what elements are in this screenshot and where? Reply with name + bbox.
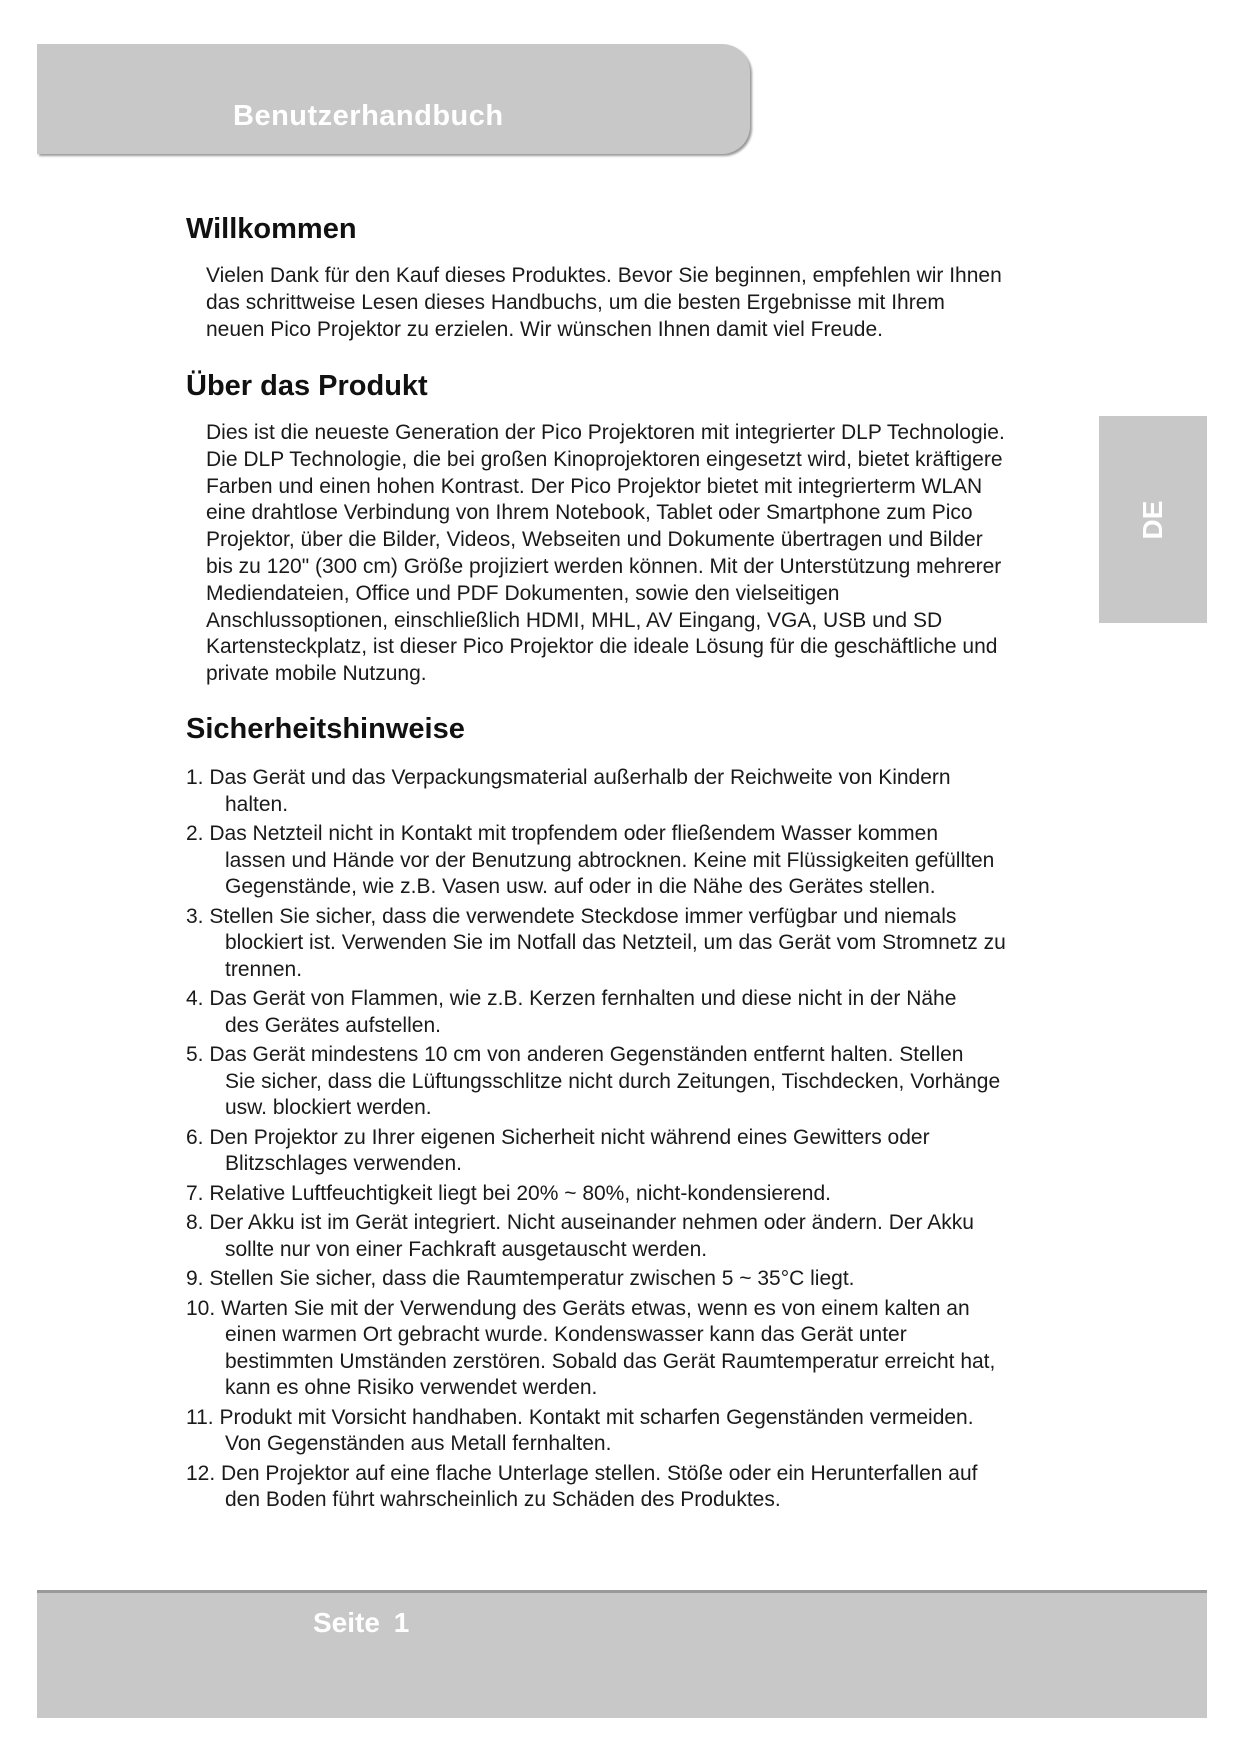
welcome-heading: Willkommen bbox=[186, 213, 357, 245]
paragraph-line: Anschlussoptionen, einschließlich HDMI, MHL, AV Eingang, VGA, USB und SD bbox=[206, 608, 943, 632]
paragraph-line: neuen Pico Projektor zu erzielen. Wir wünschen Ihnen damit viel Freude. bbox=[206, 317, 884, 341]
safety-item-text: 9. Stellen Sie sicher, dass die Raumtemperatur zwischen 5 ~ 35°C liegt. bbox=[186, 1267, 855, 1290]
safety-item bbox=[186, 986, 1106, 1039]
paragraph-line: Die DLP Technologie, die bei großen Kinoprojektoren eingesetzt wird, bietet kräftigere bbox=[206, 447, 1003, 471]
footer-bar bbox=[37, 1590, 1207, 1718]
safety-item bbox=[186, 821, 1106, 901]
safety-item-text: 2. Das Netzteil nicht in Kontakt mit tropfendem oder fließendem Wasser kommen bbox=[186, 822, 939, 845]
safety-item bbox=[186, 1266, 1106, 1293]
welcome-paragraph bbox=[206, 263, 1106, 343]
paragraph-line: Projektor, über die Bilder, Videos, Webseiten und Dokumente übertragen und Bilder bbox=[206, 528, 983, 552]
safety-item-continuation: den Boden führt wahrscheinlich zu Schäden des Produktes. bbox=[225, 1488, 781, 1511]
document-title: Benutzerhandbuch bbox=[233, 100, 504, 132]
safety-item-continuation: Von Gegenständen aus Metall fernhalten. bbox=[225, 1432, 612, 1455]
safety-item-text: 4. Das Gerät von Flammen, wie z.B. Kerzen fernhalten und diese nicht in der Nähe bbox=[186, 987, 957, 1010]
safety-heading: Sicherheitshinweise bbox=[186, 713, 465, 745]
safety-item-continuation: bestimmten Umständen zerstören. Sobald das Gerät Raumtemperatur erreicht hat, bbox=[225, 1349, 996, 1373]
safety-item bbox=[186, 765, 1106, 818]
safety-item bbox=[186, 1181, 1106, 1208]
page-number: Seite 1 bbox=[313, 1607, 410, 1638]
safety-item bbox=[186, 904, 1106, 984]
safety-item-text: 10. Warten Sie mit der Verwendung des Geräts etwas, wenn es von einem kalten an bbox=[186, 1296, 970, 1320]
paragraph-line: Mediendateien, Office und PDF Dokumenten, sowie den vielseitigen bbox=[206, 581, 840, 605]
safety-item bbox=[186, 1405, 1106, 1458]
safety-item-continuation: Sie sicher, dass die Lüftungsschlitze nicht durch Zeitungen, Tischdecken, Vorhänge bbox=[225, 1069, 1001, 1093]
language-tab-label: DE bbox=[1137, 500, 1168, 539]
safety-item-text: 3. Stellen Sie sicher, dass die verwendete Steckdose immer verfügbar und niemals bbox=[186, 904, 957, 928]
paragraph-line: Vielen Dank für den Kauf dieses Produktes. Bevor Sie beginnen, empfehlen wir Ihnen bbox=[206, 264, 1002, 287]
safety-item-continuation: sollte nur von einer Fachkraft ausgetauscht werden. bbox=[225, 1237, 708, 1261]
language-tab bbox=[1099, 416, 1207, 623]
safety-item-continuation: blockiert ist. Verwenden Sie im Notfall das Netzteil, um das Gerät vom Stromnetz zu bbox=[225, 931, 1006, 954]
safety-item-text: 5. Das Gerät mindestens 10 cm von anderen Gegenständen entfernt halten. Stellen bbox=[186, 1043, 964, 1066]
safety-item-text: 1. Das Gerät und das Verpackungsmaterial außerhalb der Reichweite von Kindern bbox=[186, 766, 951, 789]
safety-item bbox=[186, 1125, 1106, 1178]
safety-item bbox=[186, 1210, 1106, 1263]
safety-item-continuation: Gegenstände, wie z.B. Vasen usw. auf oder in die Nähe des Gerätes stellen. bbox=[225, 875, 936, 898]
safety-item-text: 6. Den Projektor zu Ihrer eigenen Sicherheit nicht während eines Gewitters oder bbox=[186, 1125, 930, 1149]
paragraph-line: private mobile Nutzung. bbox=[206, 662, 427, 686]
safety-item-continuation: kann es ohne Risiko verwendet werden. bbox=[225, 1376, 598, 1399]
header-banner bbox=[37, 44, 750, 154]
safety-item bbox=[186, 1296, 1106, 1402]
paragraph-line: bis zu 120" (300 cm) Größe projiziert werden können. Mit der Unterstützung mehrerer bbox=[206, 554, 1002, 578]
safety-item-text: 8. Der Akku ist im Gerät integriert. Nicht auseinander nehmen oder ändern. Der Akku bbox=[186, 1211, 974, 1234]
paragraph-line: Kartensteckplatz, ist dieser Pico Projektor die ideale Lösung für die geschäftliche und bbox=[206, 635, 998, 659]
safety-item-continuation: usw. blockiert werden. bbox=[225, 1096, 432, 1119]
about-heading: Über das Produkt bbox=[186, 370, 428, 402]
paragraph-line: Dies ist die neueste Generation der Pico Projektoren mit integrierter DLP Technologie. bbox=[206, 421, 1005, 444]
safety-item-text: 7. Relative Luftfeuchtigkeit liegt bei 20% ~ 80%, nicht-kondensierend. bbox=[186, 1181, 831, 1205]
safety-item-continuation: lassen und Hände vor der Benutzung abtrocknen. Keine mit Flüssigkeiten gefüllten bbox=[225, 848, 995, 872]
paragraph-line: Farben und einen hohen Kontrast. Der Pico Projektor bietet mit integrierterm WLAN bbox=[206, 474, 983, 498]
about-paragraph bbox=[206, 420, 1106, 688]
safety-item bbox=[186, 1042, 1106, 1122]
safety-item bbox=[186, 1461, 1106, 1514]
safety-item-text: 12. Den Projektor auf eine flache Unterlage stellen. Stöße oder ein Herunterfallen auf bbox=[186, 1461, 978, 1485]
safety-item-continuation: des Gerätes aufstellen. bbox=[225, 1013, 441, 1037]
safety-list bbox=[186, 765, 1106, 1517]
safety-item-text: 11. Produkt mit Vorsicht handhaben. Kontakt mit scharfen Gegenständen vermeiden. bbox=[186, 1405, 974, 1429]
paragraph-line: das schrittweise Lesen dieses Handbuchs, um die besten Ergebnisse mit Ihrem bbox=[206, 290, 945, 314]
safety-item-continuation: einen warmen Ort gebracht wurde. Kondenswasser kann das Gerät unter bbox=[225, 1323, 907, 1346]
paragraph-line: eine drahtlose Verbindung von Ihrem Notebook, Tablet oder Smartphone zum Pico bbox=[206, 501, 973, 525]
safety-item-continuation: trennen. bbox=[225, 957, 303, 981]
safety-item-continuation: halten. bbox=[225, 792, 289, 816]
safety-item-continuation: Blitzschlages verwenden. bbox=[225, 1152, 462, 1175]
